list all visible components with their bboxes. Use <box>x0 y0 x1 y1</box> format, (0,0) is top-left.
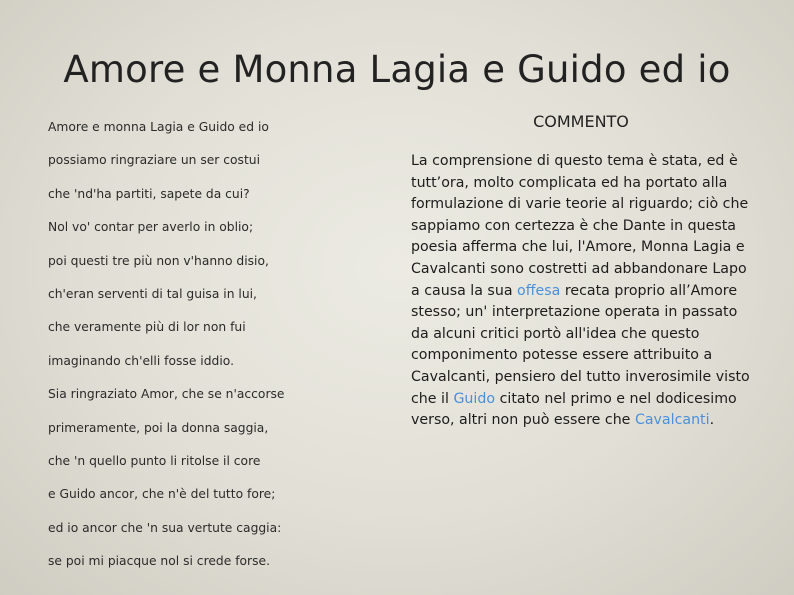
poem-line: primeramente, poi la donna saggia, <box>48 420 269 435</box>
comment-heading: COMMENTO <box>533 112 629 131</box>
offesa-link[interactable]: offesa <box>517 282 561 299</box>
poem-text <box>48 117 378 584</box>
poem-line: che 'nd'ha partiti, sapete da cui? <box>48 186 250 201</box>
poem-line: se poi mi piacque nol si crede forse. <box>48 554 270 569</box>
poem-line: poi questi tre più non v'hanno disio, <box>48 253 269 268</box>
comment-text-part: recata proprio all’Amore stesso; un' interpretazione operata in passato da alcuni critici portò all'idea che questo componimento potesse essere attribuito a Cavalcanti, pensiero del tutto inverosimile visto che il <box>411 282 750 407</box>
slide-title: Amore e Monna Lagia e Guido ed io <box>63 48 731 91</box>
poem-line: Amore e monna Lagia e Guido ed io <box>48 120 269 134</box>
cavalcanti-link[interactable]: Cavalcanti <box>634 412 710 429</box>
poem-line: Nol vo' contar per averlo in oblio; <box>48 220 254 235</box>
poem-line: e Guido ancor, che n'è del tutto fore; <box>48 487 276 502</box>
poem-line: ch'eran serventi di tal guisa in lui, <box>48 286 257 301</box>
guido-link[interactable]: Guido <box>453 390 496 407</box>
comment-text-part: . <box>709 412 715 429</box>
poem-line: che 'n quello punto li ritolse il core <box>48 453 261 468</box>
poem-line: che veramente più di lor non fui <box>48 320 246 335</box>
comment-text-part: citato nel primo e nel dodicesimo verso, altri non può essere che <box>411 390 737 429</box>
poem-line: possiamo ringraziare un ser costui <box>48 153 260 168</box>
poem-line: ed io ancor che 'n sua vertute caggia: <box>48 520 282 535</box>
poem-line: Sia ringraziato Amor, che se n'accorse <box>48 387 285 402</box>
comment-paragraph <box>411 151 756 432</box>
poem-line: imaginando ch'elli fosse iddio. <box>48 353 234 368</box>
comment-text-part: La comprensione di questo tema è stata, ed è tutt’ora, molto complicata ed ha portato alla formulazione di varie teorie al riguardo; ciò che sappiamo con certezza è che Dante in questa poesia afferma che lui, l'Amore, Monna Lagia e Cavalcanti sono costretti ad abbandonare Lapo a causa la sua <box>411 153 749 299</box>
